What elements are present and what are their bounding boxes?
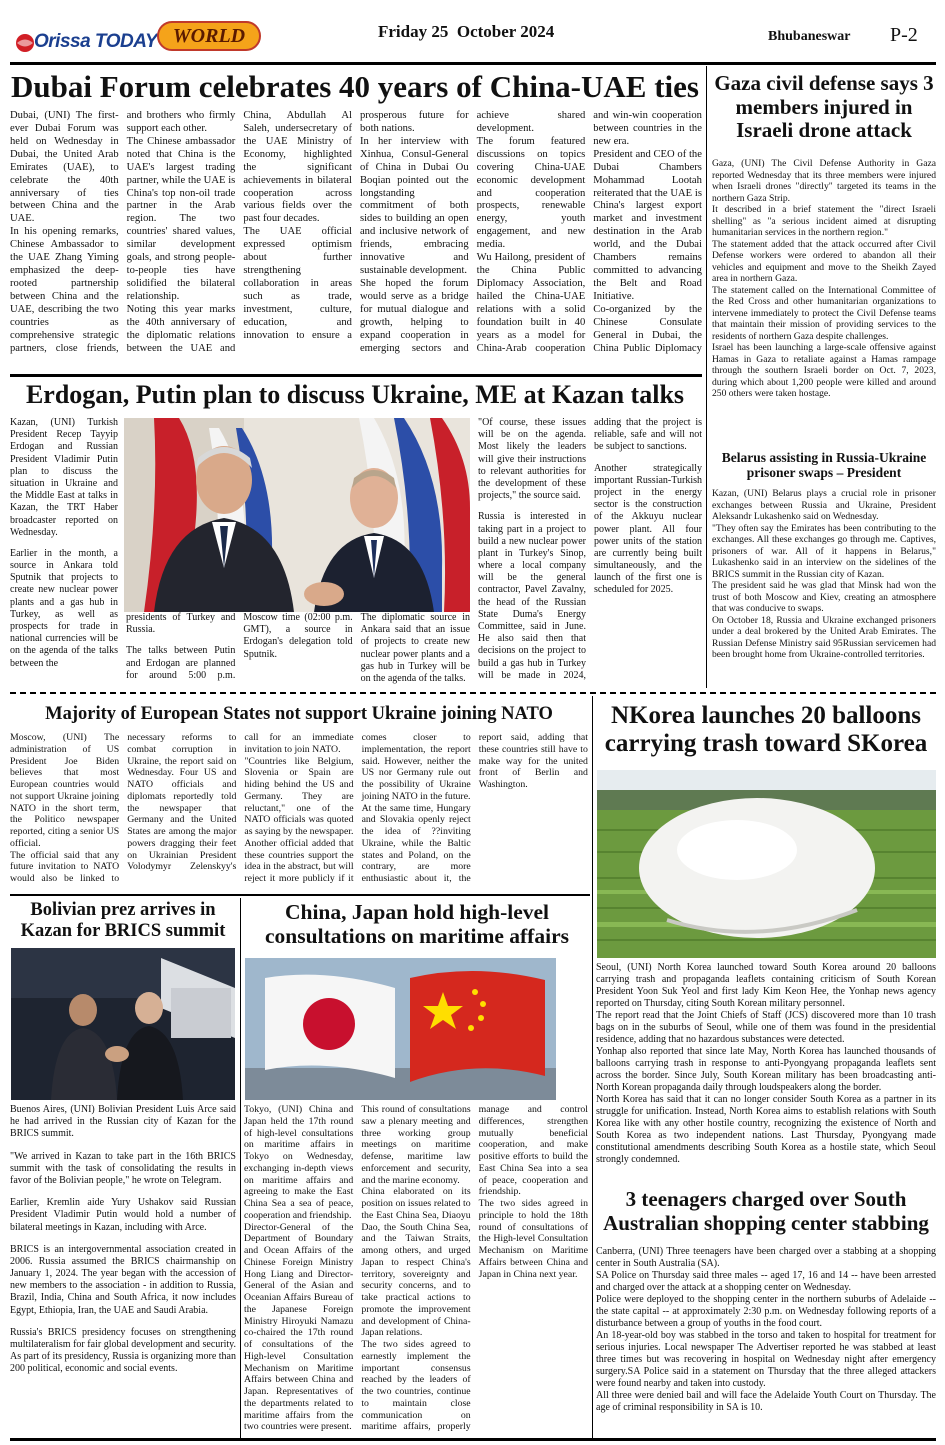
belarus-headline: Belarus assisting in Russia-Ukraine prisoner swaps – President <box>721 450 927 481</box>
teens-body <box>596 1246 936 1434</box>
nkorea-para: Seoul, (UNI) North Korea launched toward South Korea around 20 balloons carrying trash and propaganda leaflets containing criticism of South Korean President Yoon Suk Yeol and first lady Kim Keon Hee, the Yonhap news agency reported on Thursday, citing South Korean military personnel. <box>596 962 936 1009</box>
bottom-rule <box>10 1438 936 1441</box>
china-japan-body <box>244 1104 588 1436</box>
dubai-para: Dubai, (UNI) The first-ever Dubai Forum was held on Wednesday in Dubai, the United Arab Emirates (UAE), to celebrate the 40th anniversary of ties between China and the UAE. <box>10 110 119 225</box>
bolivia-para: Russia's BRICS presidency focuses on strengthening multilateralism for fair global development and security. As part of its presidency, Russia is organizing more than 200 political, economic and social events. <box>10 1326 236 1375</box>
bolivia-body <box>10 1104 236 1436</box>
masthead <box>0 0 945 62</box>
dubai-para: Wu Hailong, president of the China Public Diplomacy Association, hailed the China-UAE relations with a solid foundation built in 40 years as a model for China-Arab cooperation and win-win cooperation between countries in the new era. <box>476 110 702 354</box>
gaza-para: The statement added that the attack occurred after Civil Defense workers were ordered to abandon all their vehicles and equipment and move to the Sheikh Zayed area in northern Gaza. <box>712 238 936 284</box>
bolivia-photo <box>11 948 235 1100</box>
china-japan-para: China elaborated on its position on issues related to the East China Sea, Diaoyu Dao, the South China Sea, and the Taiwan Straits, among others, and urged Japan to respect China's territory, sovereignty and security concerns, and to take practical actions to promote the improvement and development of China-Japan relations. <box>361 1186 471 1339</box>
teens-para: All three were denied bail and will face the Adelaide Youth Court on Thursday. The age of criminal responsibility in SA is 10. <box>596 1390 936 1413</box>
china-japan-para: Tokyo, (UNI) China and Japan held the 17th round of high-level consultations on maritime affairs in Tokyo on Wednesday, exchanging in-depth views on maritime affairs and agreeing to make the East China Sea a sea of peace, cooperation and friendship. <box>244 1104 354 1221</box>
column-divider-nkorea <box>592 696 593 1441</box>
dubai-para: She hoped the forum would serve as a bridge for mutual dialogue and growth, helping to expand cooperation in emerging sectors and achieve shared development. <box>359 110 586 354</box>
dubai-headline: Dubai Forum celebrates 40 years of China-UAE ties <box>11 69 699 104</box>
teens-para: Canberra, (UNI) Three teenagers have been charged over a stabbing at a shopping center in South Australia (SA). <box>596 1246 936 1269</box>
masthead-rule <box>10 62 936 65</box>
brand-name: Orissa TODAY <box>34 31 158 52</box>
nato-para: The official said that any future invitation to NATO would also be linked to necessary reforms to combat corruption in Ukraine, the report said on Wednesday. Four US and NATO officials and diplomats reportedly told the newspaper that Germany and the United States are among the major powers dragging their feet on Ukrainian President Volodymyr Zelenskyy's call for an immediate invitation to join NATO. <box>10 732 354 884</box>
erdogan-para: Russia is interested in taking part in a project to build a new nuclear power plant in Turkey's Sinop, where a local company will be the general contractor, Pavel Zavalny, the head of the Russian State Duma's Energy Committee, said in June. He also said then that decisions on the project to build a gas hub in Turkey will be made in 2024, adding that the project is reliable, safe and will not be subject to sanctions. <box>478 417 702 681</box>
china-japan-para: This round of consultations saw a plenary meeting and three working group meetings on maritime defense, maritime law enforcement and security, and the marine economy. <box>361 1104 471 1186</box>
dubai-para: The forum featured discussions on topics covering China-UAE economic development and cooperation prospects, renewable energy, youth engagement, and new media. <box>476 135 586 251</box>
nkorea-para: North Korea has said that it can no longer consider South Korea as a partner in its struggle for unification. Instead, North Korea aims to establish relations with South Korea like with any other hostile country, recognizing the existence of North and South Korea as two independent nations. Last Thursday, Pyongyang made constitutional amendments describing South Korea as a hostile state, which Seoul strongly condemned. <box>596 1094 936 1165</box>
belarus-para: On October 18, Russia and Ukraine exchanged prisoners under a deal brokered by the United Arab Emirates. The Russian Defense Ministry said 95Russian servicemen had been brought home from Ukraine-controlled territories. <box>712 614 936 660</box>
erdogan-para: The talks between Putin and Erdogan are planned for around 5:00 p.m. Moscow time (02:00 p.m. GMT), a source in Erdogan's delegation told Sputnik. <box>126 612 353 681</box>
nato-para: Moscow, (UNI) The administration of US President Joe Biden believes that most European countries would not support Ukraine joining NATO in the short term, the Politico newspaper reported, citing a senior US official. <box>10 732 120 849</box>
logo <box>14 30 158 56</box>
china-japan-para: The two sides agreed in principle to hold the 18th round of consultations of the High-level Consultation Mechanism on Maritime Affairs between China and Japan in China next year. <box>478 1198 588 1280</box>
dubai-rule <box>10 374 702 377</box>
balloon-photo <box>597 770 936 958</box>
belarus-para: "They often say the Emirates has been contributing to the exchanges. All these exchanges go through me. Captives, prisoners of war. All of it happens in Belarus," Lukashenko said in an interview on the sidelines of the BRICS summit in the Russian city of Kazan. <box>712 522 936 580</box>
gaza-body <box>712 158 936 436</box>
dubai-para: In her interview with Xinhua, Consul-General of China in Dubai Ou Boqian pointed out the longstanding commitment of both sides to building an open and inclusive network of friends, embracing innovative and sustainable development. <box>359 135 469 277</box>
edition-city: Bhubaneswar <box>768 29 851 44</box>
bolivia-para: BRICS is an intergovernmental association created in 2006. Russia assumed the BRICS chairmanship on January 1, 2024. The year began with the accession of new members to the association - in addition to Russia, Brazil, India, China and South Africa, it now includes Egypt, Ethiopia, Iran, the UAE and Saudi Arabia. <box>10 1243 236 1316</box>
bolivia-para: "We arrived in Kazan to take part in the 16th BRICS summit with the task of consolidating the results in favor of the Bolivian people," he wrote on Telegram. <box>10 1150 236 1186</box>
nkorea-body <box>596 962 936 1184</box>
nato-body <box>10 732 588 890</box>
section-badge <box>157 21 261 51</box>
dubai-body <box>10 110 702 368</box>
column-divider-top <box>706 66 707 688</box>
nato-headline: Majority of European States not support Ukraine joining NATO <box>45 704 553 724</box>
flags-photo <box>245 958 556 1100</box>
erdogan-para: Another strategically important Russian-Turkish project in the energy sector is the construction of the Akkuyu nuclear power plant. All four power units of the station are currently being built simultaneously, and the launch of the first one is scheduled for 2025. <box>594 462 702 596</box>
dubai-para: President and CEO of the Dubai Chambers Mohammad Lootah reiterated that the UAE is China's largest export market and investment destination in the Arab world, and the Dubai Chambers remains committed to advancing the Belt and Road Initiative. <box>593 148 702 302</box>
erdogan-left-body <box>10 417 118 689</box>
erdogan-under-body <box>126 612 470 690</box>
gaza-para: It described in a brief statement the "direct Israeli shelling" as "a serious incident aimed at disrupting humanitarian services in the northern region." <box>712 204 936 238</box>
erdogan-headline: Erdogan, Putin plan to discuss Ukraine, ME at Kazan talks <box>25 380 685 409</box>
nato-para: "Countries like Belgium, Slovenia or Spain are hiding behind the US and Germany. They are reluctant," one of the NATO officials was quoted as saying by the newspaper. <box>244 755 354 837</box>
teens-para: SA Police on Thursday said three males -- aged 17, 16 and 14 -- have been arrested and charged over the attack at a shopping center on Wednesday. <box>596 1270 936 1293</box>
section-label: WORLD <box>172 25 246 47</box>
erdogan-right-body <box>478 417 702 689</box>
erdogan-para: Kazan, (UNI) Turkish President Recep Tayyip Erdogan and Russian President Vladimir Putin plan to discuss the situation in Ukraine and the Middle East at talks in Kazan, the TRT Haber broadcaster reported on Wednesday. <box>10 417 118 538</box>
belarus-para: Kazan, (UNI) Belarus plays a crucial role in prisoner exchanges between Russia and Ukraine, President Aleksandr Lukashenko said on Wednesday. <box>712 488 936 522</box>
teens-para: Police were deployed to the shopping center in the northern suburbs of Adelaide -- the state capital -- at approximately 2:30 p.m. on Wednesday following reports of a disturbance between a group of youths in the food court. <box>596 1294 936 1329</box>
nkorea-para: The report read that the Joint Chiefs of Staff (JCS) discovered more than 10 trash bags on in the suburbs of Seoul, while one of them was found in the presidential residence, adding that no hazardous substances were detected. <box>596 1010 936 1045</box>
dubai-para: Noting this year marks the 40th anniversary of the diplomatic relations between the UAE and China, Abdullah Al Saleh, undersecretary of the UAE Ministry of Economy, highlighted the significant achievements in bilateral cooperation across various fields over the past four decades. <box>126 110 352 354</box>
china-japan-para: Director-General of the Department of Boundary and Ocean Affairs of the Chinese Foreign Ministry Hong Liang and Director-General of the Asian and Oceanian Affairs Bureau of the Japanese Foreign Ministry Hiroyuki Namazu co-chaired the 17th round of consultations of the High-level Consultation Mechanism on Maritime Affairs between China and Japan. Representatives of the departments related to maritime affairs from the two countries were present. <box>244 1221 354 1433</box>
nato-rule <box>10 894 590 896</box>
nkorea-headline: NKorea launches 20 balloons carrying trash toward SKorea <box>604 702 928 757</box>
gaza-para: Gaza, (UNI) The Civil Defense Authority in Gaza reported Wednesday that its three members were injured when Israeli drones "directly" targeted its teams in the northern Gaza Strip. <box>712 158 936 204</box>
belarus-body <box>712 488 936 686</box>
nato-para: Another official added that these countries support the idea in the abstract, but will reject it more publicly if it comes closer to implementation, the report said. However, neither the US nor Germany rule out the possibility of Ukraine joining NATO in the future. <box>244 732 471 884</box>
erdogan-para: The diplomatic source in Ankara said that an issue of projects to create new nuclear power plants and a gas hub in Turkey will be on the agenda of the talks. <box>360 612 470 684</box>
gaza-para: The statement called on the International Committee of the Red Cross and other humanitarian organizations to intervene immediately to protect the Civil Defense teams that maintain their mission of providing services to the residents of northern Gaza despite challenges. <box>712 284 936 342</box>
erdogan-para: Earlier in the month, a source in Ankara told Sputnik that projects to create new nuclear power plants and a gas hub in Turkey, as well as prospects for trade in national currencies will be on the agenda of the talks between the <box>10 547 118 669</box>
dubai-para: The UAE official expressed optimism about further strengthening collaboration in areas such as trade, investment, culture, education, and innovation to ensure a prosperous future for both nations. <box>243 110 469 341</box>
logo-globe-icon <box>14 32 36 54</box>
page-number: P-2 <box>890 24 918 46</box>
bolivia-headline: Bolivian prez arrives in Kazan for BRICS summit <box>20 900 226 941</box>
belarus-para: The president said he was glad that Minsk had won the trust of both Moscow and Kiev, creating an atmosphere that was conducive to swaps. <box>712 580 936 614</box>
china-japan-para: The two sides agreed to earnestly implement the important consensus reached by the leaders of the two countries, continue to maintain close communication on maritime affairs, properly manage and control differences, strengthen mutually beneficial cooperation, and make positive efforts to build the East China Sea into a sea of peace, cooperation and friendship. <box>361 1104 588 1433</box>
china-japan-headline: China, Japan hold high-level consultations on maritime affairs <box>265 900 569 949</box>
issue-date: Friday 25 October 2024 <box>378 22 555 41</box>
dubai-para: Co-organized by the Chinese Consulate General in Dubai, the China Public Diplomacy <box>593 303 702 354</box>
erdogan-para: presidents of Turkey and Russia. <box>126 612 236 636</box>
nato-para: At the same time, Hungary and Slovakia openly reject the idea of ??inviting Ukraine, while the Baltic states and Poland, on the contrary, are more enthusiastic about it, the report said, adding that these countries still have to make way for the united front of Berlin and Washington. <box>361 732 588 884</box>
bolivia-para: Buenos Aires, (UNI) Bolivian President Luis Arce said he had arrived in the Russian city of Kazan for the BRICS summit. <box>10 1104 236 1140</box>
erdogan-para: "Of course, these issues will be on the agenda. Most likely the leaders will give their instructions to relevant authorities for the development of these projects," the source said. <box>478 417 586 502</box>
teens-para: An 18-year-old boy was stabbed in the torso and taken to hospital for treatment for serious injuries. Local newspaper The Advertiser reported he was stabbed at least three times but was recovering in hospital on Wednesday night after emergency surgery.SA Police said in a statement on Thursday that the three alleged attackers were found nearby and taken into custody. <box>596 1330 936 1389</box>
teens-headline: 3 teenagers charged over South Australian shopping center stabbing <box>603 1187 929 1235</box>
nkorea-para: Yonhap also reported that since late May, North Korea has launched thousands of balloons carrying trash in response to anti-Pyongyang propaganda leaflets sent across the border. Since July, South Korean military has been broadcasting anti-North Korean propaganda daily through loudspeakers along the border. <box>596 1046 936 1093</box>
column-divider-bolivia <box>240 898 241 1438</box>
dubai-para: In his opening remarks, Chinese Ambassador to the UAE Zhang Yiming emphasized the deep-rooted partnership between China and the UAE, describing the two countries as comprehensive strategic partners, close friends, and brothers who firmly support each other. <box>10 110 236 354</box>
erdogan-putin-photo <box>124 418 470 612</box>
dubai-para: The Chinese ambassador noted that China is the UAE's largest trading partner, while the UAE is China's top non-oil trade partner in the Arab region. The two countries' shared values, similar development goals, and strong people-to-people ties have solidified the bilateral relationship. <box>126 135 236 302</box>
gaza-para: Israel has been launching a large-scale offensive against Hamas in Gaza to retaliate against a Hamas rampage through the southern Israeli border on Oct. 7, 2023, during which about 1,200 people were killed and around 250 others were taken hostage. <box>712 342 936 399</box>
bolivia-para: Earlier, Kremlin aide Yury Ushakov said Russian President Vladimir Putin would hold a number of bilateral meetings in Kazan, including with Arce. <box>10 1197 236 1233</box>
gaza-headline: Gaza civil defense says 3 members injured in Israeli drone attack <box>714 71 934 143</box>
mid-dashed-rule <box>10 692 936 694</box>
